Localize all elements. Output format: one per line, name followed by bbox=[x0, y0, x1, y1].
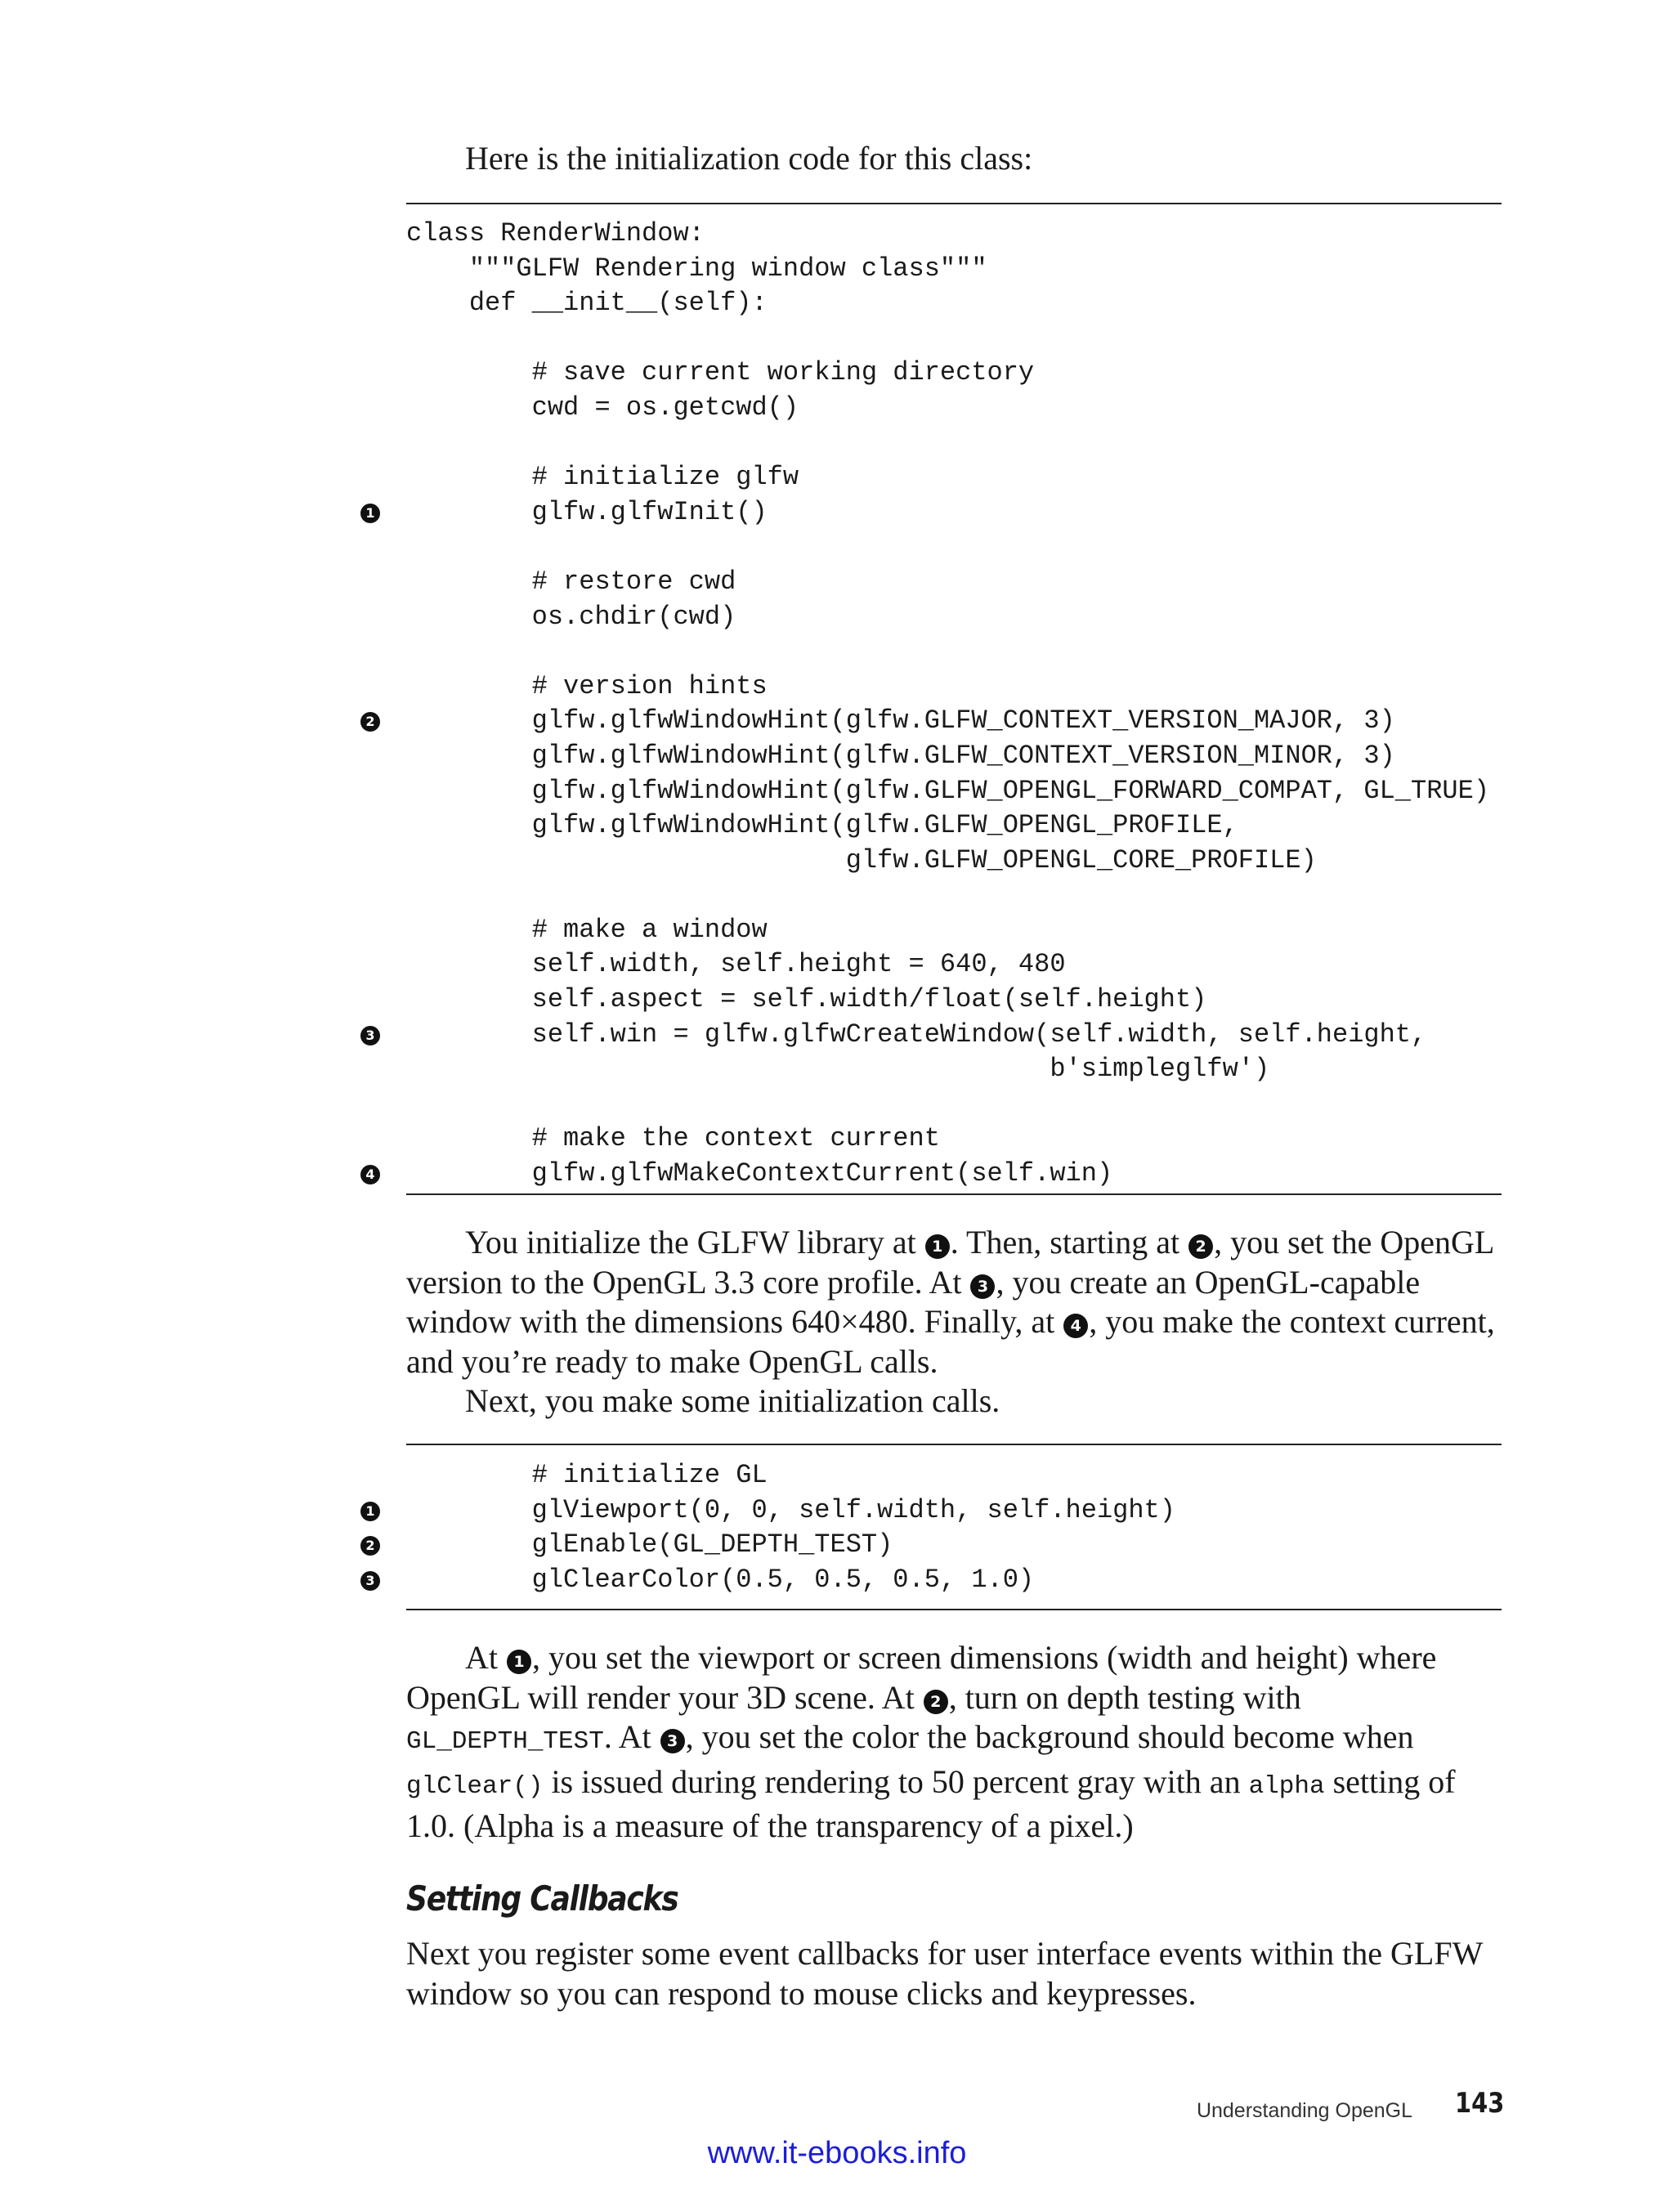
callout-2-icon: 2 bbox=[360, 1536, 380, 1556]
code-text: # version hints bbox=[406, 670, 768, 701]
code-line bbox=[365, 1018, 1502, 1053]
code-line bbox=[406, 565, 1502, 600]
code-line bbox=[406, 600, 1502, 635]
code-text: class RenderWindow: bbox=[406, 218, 705, 249]
code-text: glClearColor(0.5, 0.5, 0.5, 1.0) bbox=[406, 1564, 1035, 1595]
code-line bbox=[406, 774, 1502, 809]
code-block-1 bbox=[365, 217, 1502, 1192]
code-text: os.chdir(cwd) bbox=[406, 601, 736, 632]
code-text: b'simpleglfw') bbox=[406, 1054, 1270, 1085]
code-text: glfw.glfwWindowHint(glfw.GLFW_CONTEXT_VERSION_MINOR, 3) bbox=[406, 740, 1395, 771]
callout-3-icon: 3 bbox=[970, 1274, 995, 1299]
code-text: # initialize GL bbox=[406, 1460, 768, 1490]
code-line bbox=[406, 1087, 1502, 1122]
callout-1-icon: 1 bbox=[360, 504, 380, 523]
page-number: 143 bbox=[1455, 2087, 1505, 2120]
watermark-link[interactable]: www.it-ebooks.info bbox=[707, 2136, 967, 2170]
code-line bbox=[406, 1122, 1502, 1157]
code-line bbox=[406, 391, 1502, 426]
code-text: cwd = os.getcwd() bbox=[406, 392, 799, 423]
code-text: glfw.GLFW_OPENGL_CORE_PROFILE) bbox=[406, 844, 1317, 875]
code-line bbox=[365, 495, 1502, 531]
code-rule-bottom-1 bbox=[406, 1193, 1502, 1195]
callout-4-icon: 4 bbox=[360, 1165, 380, 1184]
inline-code-alpha: alpha bbox=[1248, 1771, 1325, 1801]
section-heading: Setting Callbacks bbox=[406, 1878, 678, 1919]
callout-4-icon: 4 bbox=[1063, 1314, 1088, 1338]
callout-2-icon: 2 bbox=[360, 712, 380, 732]
code-block-2 bbox=[365, 1458, 1502, 1597]
intro-text: Here is the initialization code for this class: bbox=[465, 140, 1033, 177]
code-text: glfw.glfwInit() bbox=[406, 496, 768, 527]
code-text: self.win = glfw.glfwCreateWindow(self.width, self.height, bbox=[406, 1019, 1427, 1050]
code-line bbox=[406, 844, 1502, 879]
code-text: self.width, self.height = 640, 480 bbox=[406, 949, 1066, 980]
code-rule-top-1 bbox=[406, 203, 1502, 204]
code-line bbox=[406, 356, 1502, 391]
paragraph-initialize-glfw: You initialize the GLFW library at 1 . Then, starting at 2 , you set the OpenGL version to the OpenGL 3.3 core profile. At 3 , you create an OpenGL-capable window with the dimensions 640×480. Finally, at 4 , you make the context current, and you’re ready to make OpenGL calls. bbox=[406, 1224, 1495, 1380]
code-line bbox=[365, 1528, 1502, 1563]
running-footer-title: Understanding OpenGL bbox=[1196, 2099, 1412, 2122]
code-line bbox=[365, 1157, 1502, 1192]
code-text: # make the context current bbox=[406, 1123, 940, 1154]
code-line bbox=[365, 704, 1502, 739]
callout-2-icon: 2 bbox=[1188, 1234, 1213, 1259]
code-line bbox=[406, 530, 1502, 565]
paragraph-next-calls: Next, you make some initialization calls. bbox=[465, 1382, 1000, 1419]
inline-code-depth-test: GL_DEPTH_TEST bbox=[406, 1727, 604, 1756]
inline-code-glclear: glClear() bbox=[406, 1771, 544, 1801]
code-line bbox=[365, 1563, 1502, 1598]
code-text: glfw.glfwWindowHint(glfw.GLFW_CONTEXT_VERSION_MAJOR, 3) bbox=[406, 705, 1395, 737]
code-text: def __init__(self): bbox=[406, 288, 768, 319]
callout-1-icon: 1 bbox=[925, 1234, 950, 1259]
code-line bbox=[406, 426, 1502, 461]
code-line bbox=[406, 252, 1502, 287]
code-text: # make a window bbox=[406, 914, 768, 945]
code-line bbox=[406, 634, 1502, 669]
code-line bbox=[406, 878, 1502, 913]
code-text: # initialize glfw bbox=[406, 462, 799, 493]
code-text: glEnable(GL_DEPTH_TEST) bbox=[406, 1529, 893, 1560]
code-text: self.aspect = self.width/float(self.height) bbox=[406, 984, 1207, 1015]
code-line bbox=[406, 947, 1502, 983]
code-line bbox=[406, 808, 1502, 844]
code-line bbox=[365, 1493, 1502, 1529]
code-rule-top-2 bbox=[406, 1444, 1502, 1445]
callout-1-icon: 1 bbox=[507, 1650, 531, 1674]
code-text: """GLFW Rendering window class""" bbox=[406, 253, 987, 284]
code-line bbox=[406, 217, 1502, 252]
code-text: # save current working directory bbox=[406, 357, 1035, 388]
code-text: # restore cwd bbox=[406, 566, 736, 597]
code-line bbox=[406, 913, 1502, 948]
callout-1-icon: 1 bbox=[360, 1502, 380, 1521]
code-line bbox=[406, 286, 1502, 321]
callout-3-icon: 3 bbox=[360, 1026, 380, 1046]
paragraph-viewport: At 1 , you set the viewport or screen dimensions (width and height) where OpenGL will render your 3D scene. At 2 , turn on depth testing with GL_DEPTH_TEST. At 3 , you set the color the background should become when glClear() is issued during rendering to 50 percent gray with an alpha setting of 1.0. (Alpha is a measure of the transparency of a pixel.) bbox=[406, 1639, 1456, 1844]
code-text: glfw.glfwMakeContextCurrent(self.win) bbox=[406, 1158, 1113, 1189]
code-line bbox=[406, 739, 1502, 774]
paragraph-callbacks: Next you register some event callbacks for user interface events within the GLFW window so you can respond to mouse clicks and keypresses. bbox=[406, 1935, 1483, 2012]
code-rule-bottom-2 bbox=[406, 1609, 1502, 1610]
callout-3-icon: 3 bbox=[360, 1571, 380, 1591]
callout-2-icon: 2 bbox=[924, 1690, 948, 1714]
code-line bbox=[406, 983, 1502, 1018]
code-text: glfw.glfwWindowHint(glfw.GLFW_OPENGL_FORWARD_COMPAT, GL_TRUE) bbox=[406, 775, 1490, 806]
code-text: glfw.glfwWindowHint(glfw.GLFW_OPENGL_PROFILE, bbox=[406, 810, 1238, 841]
code-line bbox=[406, 321, 1502, 356]
code-line bbox=[406, 1052, 1502, 1087]
code-line bbox=[406, 460, 1502, 495]
code-text: glViewport(0, 0, self.width, self.height) bbox=[406, 1494, 1175, 1525]
callout-3-icon: 3 bbox=[660, 1729, 685, 1753]
code-line bbox=[406, 1458, 1502, 1493]
code-line bbox=[406, 669, 1502, 705]
